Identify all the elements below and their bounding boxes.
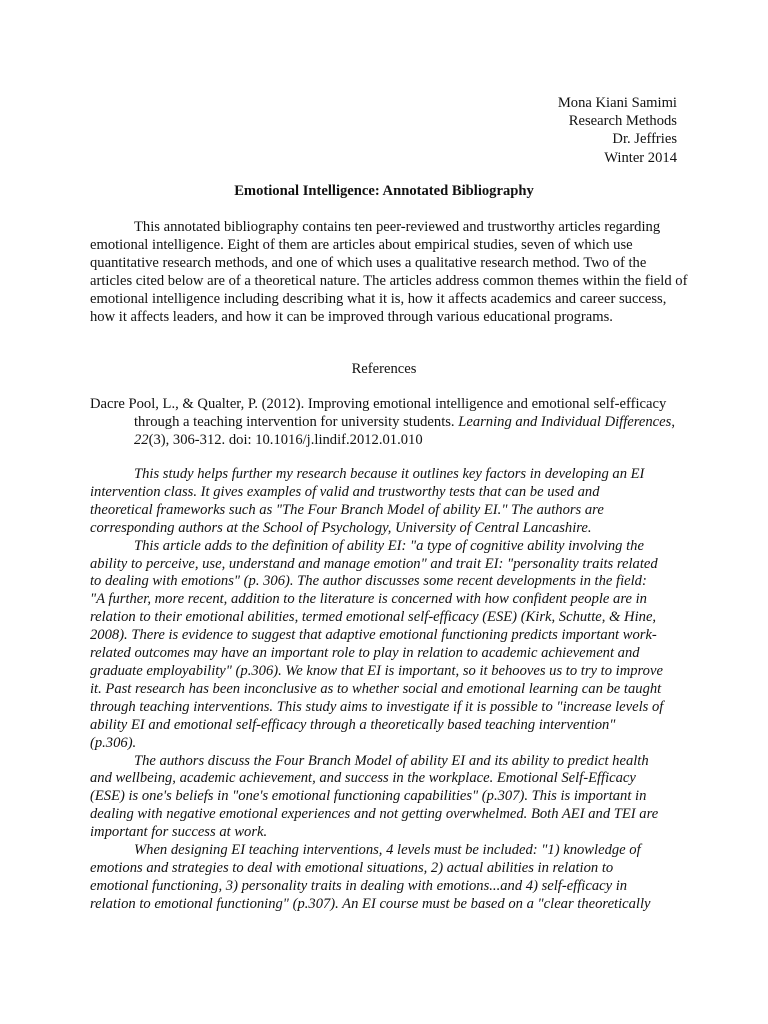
annotation-paragraph-4: When designing EI teaching interventions, 4 levels must be included: "1) knowledge of emotions and strategies to deal with emotional situations, 2) actual abilities in relation to emotional functioning, 3) personality traits in dealing with emotions...and 4) self-efficacy in relation to emotional functioning" (p.307). An EI course must be based on a "clear theoretically	[90, 842, 651, 912]
annotation-paragraph-1: This study helps further my research because it outlines key factors in developing an EI intervention class. It gives examples of valid and trustworthy tests that can be used and theoretical frameworks such as "The Four Branch Model of ability EI." The authors are corresponding authors at the School of Psychology, University of Central Lancashire.	[90, 466, 645, 536]
annotation-paragraph-3: The authors discuss the Four Branch Model of ability EI and its ability to predict health and wellbeing, academic achievement, and success in the workplace. Emotional Self-Efficacy (ESE) is one's beliefs in "one's emotional functioning capabilities" (p.307). This is important in dealing with negative emotional experiences and not getting overwhelmed. Both AEI and TEI are important for success at work.	[90, 752, 659, 841]
citation-separator: ,	[671, 413, 675, 430]
author-name: Mona Kiani Samimi	[557, 95, 677, 111]
annotation-section	[90, 466, 664, 914]
citation-issue-pages-doi: (3), 306-312. doi: 10.1016/j.lindif.2012.01.010	[148, 431, 423, 448]
intro-paragraph: This annotated bibliography contains ten peer-reviewed and trustworthy articles regarding emotional intelligence. Eight of them are articles about empirical studies, seven of which use quantitative research methods, and one of which uses a qualitative research method. Two of the articles cited below are of a theoretical nature. The articles address common themes within the field of emotional intelligence including describing what it is, how it affects academics and career success, how it affects leaders, and how it can be improved through various educational programs.	[90, 219, 688, 325]
reference-citation	[90, 396, 699, 450]
intro-section	[90, 219, 689, 326]
instructor-name: Dr. Jeffries	[612, 131, 677, 148]
course-name: Research Methods	[568, 113, 677, 130]
annotation-paragraph-2: This article adds to the definition of ability EI: "a type of cognitive ability involving the ability to perceive, use, understand and manage emotion" and trait EI: "personality traits related to dealing with emotions" (p. 306). The author discusses some recent developments in the field: "A further, more recent, addition to the literature is concerned with how confident people are in relation to their emotional abilities, termed emotional self-efficacy (ESE) (Kirk, Schutte, & Hine, 2008). There is evidence to suggest that adaptive emotional functioning predicts important work-related outcomes may have an important role to play in relation to academic achievement and graduate employability" (p.306). We know that EI is important, so it behooves us to try to improve it. Past research has been inconclusive as to whether social and emotional learning can be taught through teaching interventions. This study aims to investigate if it is possible to "increase levels of ability EI and emotional self-efficacy through a theoretically based teaching intervention" (p.306).	[90, 537, 664, 751]
citation-journal: Learning and Individual Differences	[458, 413, 672, 430]
citation-volume: 22	[134, 431, 149, 448]
header-block	[558, 94, 677, 167]
term: Winter 2014	[604, 149, 677, 166]
references-heading: References	[351, 361, 417, 377]
document-title: Emotional Intelligence: Annotated Bibliography	[234, 183, 534, 199]
citation-authors-title: Dacre Pool, L., & Qualter, P. (2012). Improving emotional intelligence and emotional self-efficacy through a teaching intervention for university students.	[90, 396, 667, 430]
